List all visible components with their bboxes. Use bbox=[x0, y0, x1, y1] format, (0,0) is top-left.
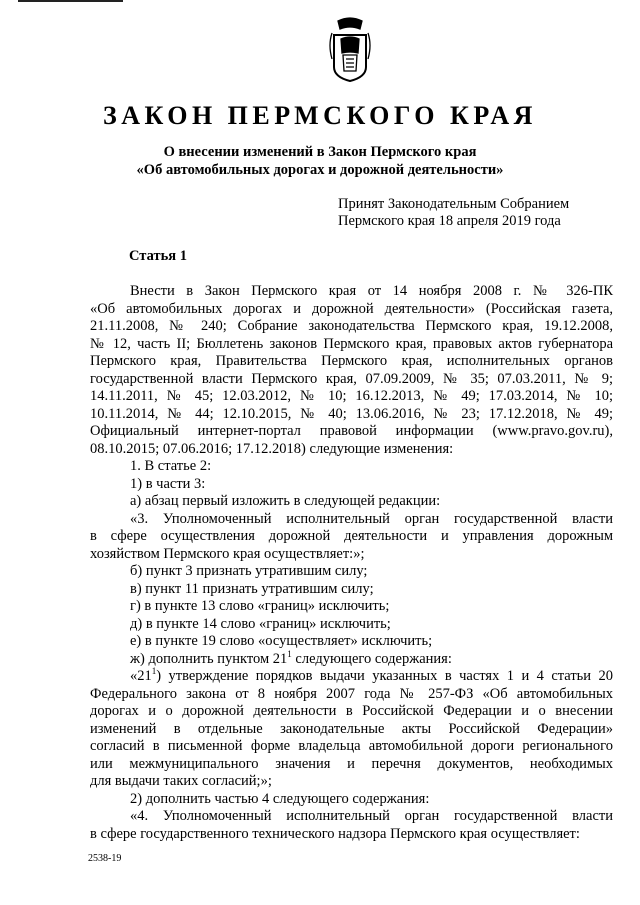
body-line: хозяйством Пермского края осуществляет:»; bbox=[90, 545, 365, 562]
body-line: Пермского края, Правительства Пермского края, исполнительных органов bbox=[90, 353, 613, 369]
body-line: а) абзац первый изложить в следующей редакции: bbox=[130, 493, 441, 509]
perm-krai-coat-of-arms bbox=[328, 15, 372, 83]
text-run: следующего содержания: bbox=[291, 650, 452, 667]
text-run: ) утверждение порядков выдачи указанных в частях 1 и 4 статьи 20 bbox=[156, 668, 613, 684]
law-title: ЗАКОН ПЕРМСКОГО КРАЯ bbox=[103, 101, 537, 130]
adoption-line: Принят Законодательным Собранием bbox=[338, 196, 570, 212]
body-line: или межмуниципального значения и перечня документов, необходимых bbox=[90, 755, 613, 772]
body-line: 1. В статье 2: bbox=[130, 458, 212, 474]
body-line: Официальный интернет-портал правовой информации (www.pravo.gov.ru), bbox=[90, 423, 613, 439]
scan-top-mark bbox=[18, 0, 123, 2]
body-line: государственной власти Пермского края, 07.09.2009, № 35; 07.03.2011, № 9; bbox=[90, 370, 613, 387]
adoption-line: Пермского края 18 апреля 2019 года bbox=[338, 213, 561, 229]
body-line: 08.10.2015; 07.06.2016; 17.12.2018) следующие изменения: bbox=[90, 440, 454, 457]
body-line: г) в пункте 13 слово «границ» исключить; bbox=[130, 598, 390, 614]
body-line: Внести в Закон Пермского края от 14 ноября 2008 г. № 326-ПК bbox=[130, 283, 613, 299]
body-line: № 12, часть II; Бюллетень законов Пермского края, правовых актов губернатора bbox=[90, 335, 613, 352]
body-line: 14.11.2011, № 45; 12.03.2012, № 10; 16.12.2013, № 49; 17.03.2014, № 10; bbox=[90, 388, 613, 404]
text-run: «21 bbox=[130, 668, 152, 684]
subtitle-line: «Об автомобильных дорогах и дорожной деятельности» bbox=[136, 162, 504, 178]
body-line bbox=[90, 648, 613, 669]
body-line bbox=[90, 668, 613, 686]
article-heading: Статья 1 bbox=[129, 248, 187, 264]
adoption-note bbox=[338, 196, 628, 230]
superscript: 1 bbox=[287, 648, 292, 659]
text-run: ж) дополнить пунктом 21 bbox=[130, 650, 288, 667]
law-subtitle bbox=[0, 143, 640, 179]
body-line: в) пункт 11 признать утратившим силу; bbox=[130, 580, 374, 597]
body-line: е) в пункте 19 слово «осуществляет» исключить; bbox=[130, 633, 433, 649]
body-line: согласий в письменной форме владельца автомобильной дороги регионального bbox=[90, 738, 613, 754]
subtitle-line: О внесении изменений в Закон Пермского края bbox=[163, 144, 477, 160]
body-line: дорогах и о дорожной деятельности в Российской Федерации и о внесении bbox=[90, 703, 613, 719]
body-line: Федерального закона от 8 ноября 2007 года № 257-ФЗ «Об автомобильных bbox=[90, 685, 613, 702]
body-line: 2) дополнить частью 4 следующего содержания: bbox=[130, 790, 430, 807]
body-line: «Об автомобильных дорогах и дорожной деятельности» (Российская газета, bbox=[90, 300, 613, 317]
body-line: «3. Уполномоченный исполнительный орган государственной власти bbox=[130, 510, 613, 527]
body-line: б) пункт 3 признать утратившим силу; bbox=[130, 563, 368, 579]
body-line: для выдачи таких согласий;»; bbox=[90, 773, 272, 789]
body-line: 21.11.2008, № 240; Собрание законодательства Пермского края, 19.12.2008, bbox=[90, 318, 613, 334]
body-line: 10.11.2014, № 44; 12.10.2015, № 40; 13.06.2016, № 23; 17.12.2018, № 49; bbox=[90, 405, 613, 422]
superscript: 1 bbox=[151, 666, 157, 677]
body-line: в сфере государственного технического надзора Пермского края осуществляет: bbox=[90, 825, 580, 842]
article-body bbox=[90, 283, 613, 843]
body-line: «4. Уполномоченный исполнительный орган государственной власти bbox=[130, 808, 613, 824]
document-number: 2538-19 bbox=[88, 853, 122, 864]
body-line: 1) в части 3: bbox=[130, 475, 206, 492]
body-line: изменений в отдельные законодательные акты Российской Федерации» bbox=[90, 720, 613, 737]
body-line: д) в пункте 14 слово «границ» исключить; bbox=[130, 615, 391, 632]
body-line: в сфере осуществления дорожной деятельности и управления дорожным bbox=[90, 528, 613, 544]
